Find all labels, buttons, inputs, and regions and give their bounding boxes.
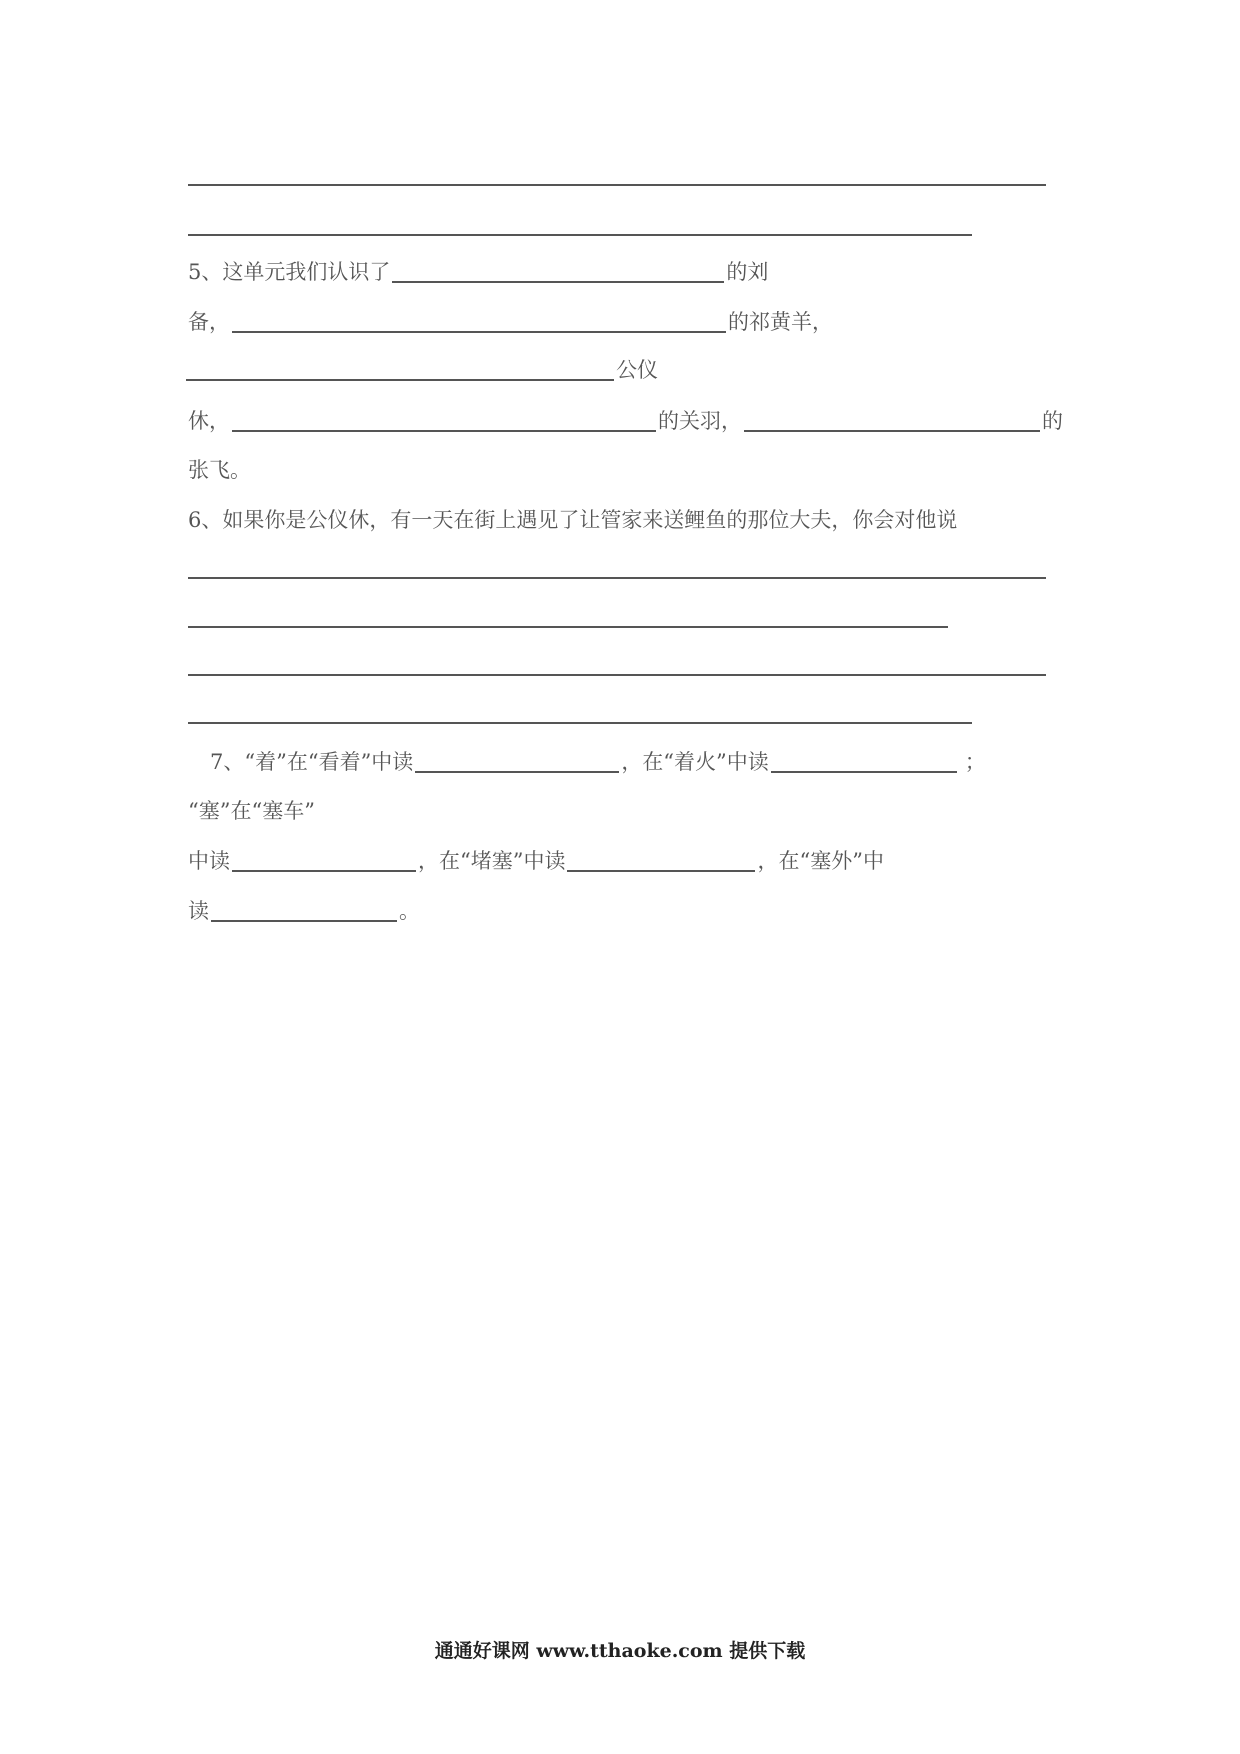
q7-part6: ，在“塞外”中 [757, 849, 884, 873]
q7-part1: 7、“着”在“看着”中读 [210, 750, 414, 774]
q6-prompt [188, 506, 957, 534]
q7-line-2 [188, 797, 315, 825]
q5-xiu: 休， [188, 409, 230, 433]
q7-semicolon: ； [964, 750, 986, 774]
q5-blank-2[interactable] [232, 309, 726, 333]
q7-part2: ，在“着火”中读 [621, 750, 769, 774]
q7-line-1 [210, 748, 986, 776]
q7-blank-4[interactable] [567, 848, 755, 872]
q5-line-3 [186, 356, 658, 384]
q7-blank-3[interactable] [232, 848, 416, 872]
q5-line-5 [188, 456, 251, 484]
answer-line[interactable] [188, 234, 972, 236]
q5-zhangfei: 张飞。 [188, 458, 251, 482]
q7-blank-1[interactable] [415, 749, 619, 773]
answer-line[interactable] [188, 577, 1046, 579]
q5-line-1 [188, 258, 768, 286]
answer-line[interactable] [188, 674, 1046, 676]
q7-line-4 [188, 897, 420, 925]
q5-guanyu: 的关羽， [658, 409, 742, 433]
q7-part7: 读 [188, 899, 209, 923]
q7-period: 。 [399, 899, 420, 923]
q7-part5: ，在“堵塞”中读 [418, 849, 566, 873]
q5-prefix: 5、这单元我们认识了 [188, 260, 391, 284]
q5-de: 的 [1042, 409, 1063, 433]
q5-blank-3[interactable] [186, 357, 614, 381]
q5-gongyi: 公仪 [616, 358, 658, 382]
q5-line-4 [188, 407, 1063, 435]
q5-qi: 的祁黄羊， [728, 310, 833, 334]
q7-part3: “塞”在“塞车” [188, 799, 315, 823]
footer-text: 通通好课网 www.tthaoke.com 提供下载 [434, 1640, 806, 1662]
q7-blank-5[interactable] [211, 898, 397, 922]
q7-line-3 [188, 847, 884, 875]
answer-line[interactable] [188, 184, 1046, 186]
q5-blank-5[interactable] [744, 408, 1040, 432]
q5-liu: 的刘 [726, 260, 769, 284]
q5-blank-4[interactable] [232, 408, 656, 432]
q5-bei: 备， [188, 310, 230, 334]
q6-prompt-text: 6、如果你是公仪休，有一天在街上遇见了让管家来送鲤鱼的那位大夫，你会对他说 [188, 508, 958, 532]
q7-part4: 中读 [188, 849, 230, 873]
answer-line[interactable] [188, 722, 972, 724]
answer-line[interactable] [188, 626, 948, 628]
q5-line-2 [188, 308, 833, 336]
q7-blank-2[interactable] [771, 749, 957, 773]
q5-blank-1[interactable] [392, 259, 724, 283]
